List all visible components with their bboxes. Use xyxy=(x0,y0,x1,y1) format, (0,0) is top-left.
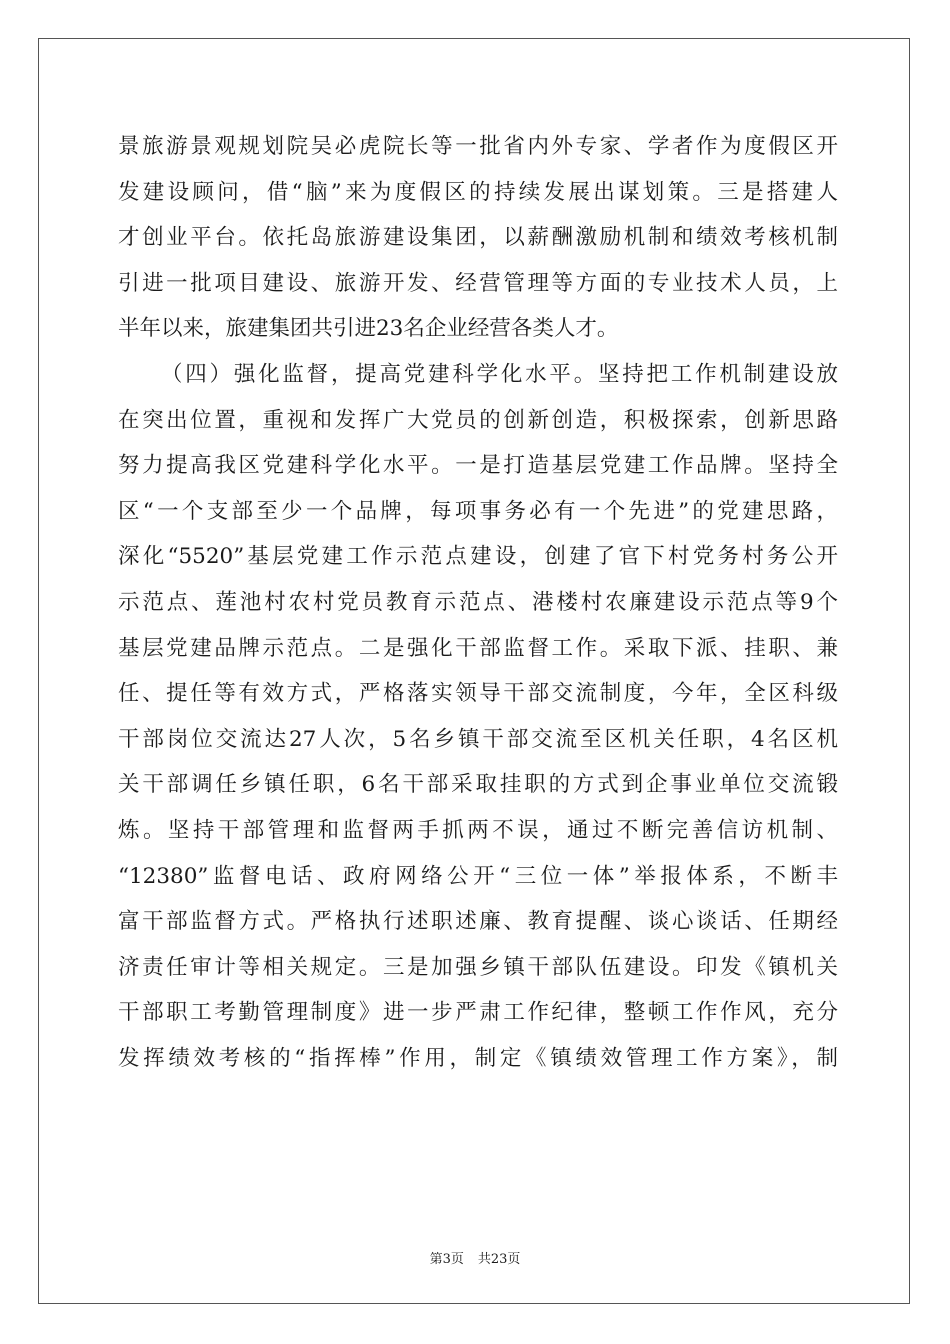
text-line: 示范点、莲池村农村党员教育示范点、港楼村农廉建设示范点等9个 xyxy=(118,589,838,615)
text-line: 半年以来，旅建集团共引进23名企业经营各类人才。 xyxy=(118,316,619,342)
text-line: 干部岗位交流达27人次，5名乡镇干部交流至区机关任职，4名区机 xyxy=(118,726,838,752)
text-line: 发建设顾问，借“脑”来为度假区的持续发展出谋划策。三是搭建人 xyxy=(118,179,838,205)
page-number-current: 第3页 xyxy=(429,1252,464,1267)
paragraph-start-line: （四）强化监督，提高党建科学化水平。坚持把工作机制建设放 xyxy=(161,361,838,387)
text-line: 区“一个支部至少一个品牌，每项事务必有一个先进”的党建思路， xyxy=(118,498,838,524)
text-line: 景旅游景观规划院吴必虎院长等一批省内外专家、学者作为度假区开 xyxy=(118,134,838,159)
text-line: 基层党建品牌示范点。二是强化干部监督工作。采取下派、挂职、兼 xyxy=(118,635,838,661)
text-line: 深化“5520”基层党建工作示范点建设，创建了官下村党务村务公开 xyxy=(118,544,838,570)
text-line: “12380”监督电话、政府网络公开“三位一体”举报体系，不断丰 xyxy=(118,863,838,889)
text-line: 富干部监督方式。严格执行述职述廉、教育提醒、谈心谈话、任期经 xyxy=(118,909,838,935)
text-line: 炼。坚持干部管理和监督两手抓两不误，通过不断完善信访机制、 xyxy=(118,817,838,843)
text-line: 努力提高我区党建科学化水平。一是打造基层党建工作品牌。坚持全 xyxy=(118,453,838,479)
text-line: 在突出位置，重视和发挥广大党员的创新创造，积极探索，创新思路 xyxy=(118,407,838,433)
page-footer xyxy=(0,1248,950,1267)
text-line: 任、提任等有效方式，严格落实领导干部交流制度，今年，全区科级 xyxy=(118,681,838,707)
text-line: 发挥绩效考核的“指挥棒”作用，制定《镇绩效管理工作方案》，制 xyxy=(118,1045,838,1071)
text-line: 关干部调任乡镇任职，6名干部采取挂职的方式到企事业单位交流锻 xyxy=(118,772,838,798)
text-line: 干部职工考勤管理制度》进一步严肃工作纪律，整顿工作作风，充分 xyxy=(118,1000,838,1026)
text-line: 才创业平台。依托岛旅游建设集团，以薪酬激励机制和绩效考核机制 xyxy=(118,225,838,251)
text-line: 济责任审计等相关规定。三是加强乡镇干部队伍建设。印发《镇机关 xyxy=(118,954,838,980)
document-body xyxy=(118,124,838,1081)
page-number-total: 共23页 xyxy=(477,1252,521,1267)
text-line: 引进一批项目建设、旅游开发、经营管理等方面的专业技术人员，上 xyxy=(118,270,838,296)
